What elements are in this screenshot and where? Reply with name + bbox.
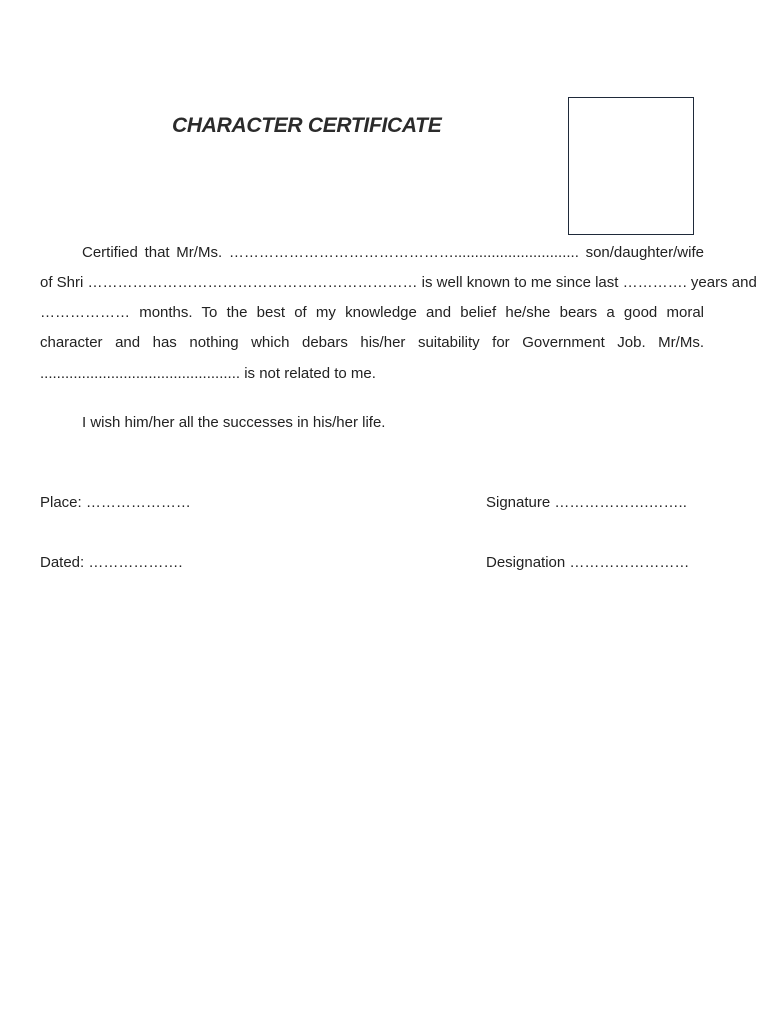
paragraph-line-3: ……………… months. To the best of my knowledge and belief he/she bears a good moral [40,304,704,321]
dated-field: Dated: ………………. [40,554,183,571]
designation-field: Designation …………………… [486,554,690,571]
place-field: Place: ………………… [40,494,191,511]
certificate-title: CHARACTER CERTIFICATE [172,114,442,137]
paragraph-line-4: character and has nothing which debars his/her suitability for Government Job. Mr/Ms. [40,334,704,351]
paragraph-line-5: ................................................ is not related to me. [40,365,376,382]
paragraph-line-1: Certified that Mr/Ms. ……………………………………….............................. son/daughter/wife [82,244,704,261]
wish-line: I wish him/her all the successes in his/her life. [82,414,386,431]
paragraph-line-2: of Shri ………………………………………………………… is well known to me since last …………. years and [40,274,757,291]
photo-placeholder-box [568,97,694,235]
signature-field: Signature ……………….…….. [486,494,687,511]
